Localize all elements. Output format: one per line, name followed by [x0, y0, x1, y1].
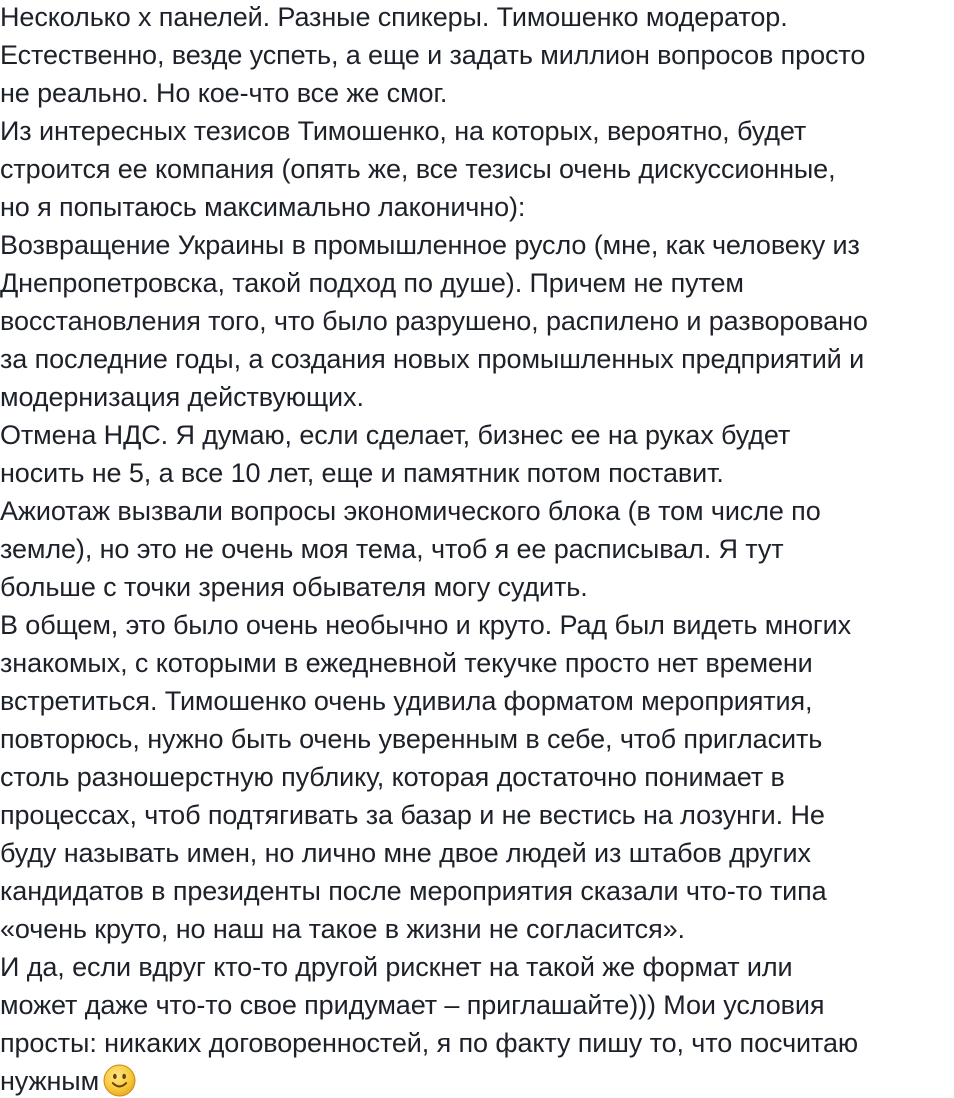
text-line: за последние годы, а создания новых промышленных предприятий и	[0, 344, 865, 374]
text-line: восстановления того, что было разрушено, распилено и разворовано	[0, 306, 868, 336]
text-line: может даже что-то свое придумает – приглашайте))) Мои условия	[0, 990, 825, 1020]
text-line: но я попытаюсь максимально лаконично):	[0, 192, 526, 222]
text-line: И да, если вдруг кто-то другой рискнет на такой же формат или	[0, 952, 793, 982]
text-line: Ажиотаж вызвали вопросы экономического блока (в том числе по	[0, 496, 821, 526]
text-line: Днепропетровска, такой подход по душе). Причем не путем	[0, 268, 744, 298]
text-line: процессах, чтоб подтягивать за базар и не вестись на лозунги. Не	[0, 800, 825, 830]
text-line: больше с точки зрения обывателя могу судить.	[0, 572, 588, 602]
text-line: кандидатов в президенты после мероприятия сказали что-то типа	[0, 876, 827, 906]
text-line: земле), но это не очень моя тема, чтоб я ее расписывал. Я тут	[0, 534, 784, 564]
text-line: повторюсь, нужно быть очень уверенным в себе, чтоб пригласить	[0, 724, 823, 754]
text-line: Отмена НДС. Я думаю, если сделает, бизнес ее на руках будет	[0, 420, 791, 450]
text-line: встретиться. Тимошенко очень удивила форматом мероприятия,	[0, 686, 813, 716]
text-line: не реально. Но кое-что все же смог.	[0, 78, 448, 108]
text-line: Естественно, везде успеть, а еще и задать миллион вопросов просто	[0, 40, 866, 70]
text-line: «очень круто, но наш на такое в жизни не согласится».	[0, 914, 685, 944]
text-line: буду называть имен, но лично мне двое людей из штабов других	[0, 838, 811, 868]
text-line: модернизация действующих.	[0, 382, 364, 412]
last-text-line	[0, 1058, 944, 1098]
smiling-face-emoji-icon	[103, 1064, 136, 1097]
text-line: В общем, это было очень необычно и круто. Рад был видеть многих	[0, 610, 852, 640]
text-line: столь разношерстную публику, которая достаточно понимает в	[0, 762, 785, 792]
text-line: просты: никаких договоренностей, я по факту пишу то, что посчитаю	[0, 1028, 859, 1058]
text-line: Несколько х панелей. Разные спикеры. Тимошенко модератор.	[0, 2, 788, 32]
text-line: носить не 5, а все 10 лет, еще и памятник потом поставит.	[0, 458, 724, 488]
text-line: Из интересных тезисов Тимошенко, на которых, вероятно, будет	[0, 116, 807, 146]
text-line: строится ее компания (опять же, все тезисы очень дискуссионные,	[0, 154, 836, 184]
text-line-content: нужным	[0, 1066, 100, 1096]
text-line: знакомых, с которыми в ежедневной текучке просто нет времени	[0, 648, 813, 678]
text-line: Возвращение Украины в промышленное русло (мне, как человеку из	[0, 230, 860, 260]
